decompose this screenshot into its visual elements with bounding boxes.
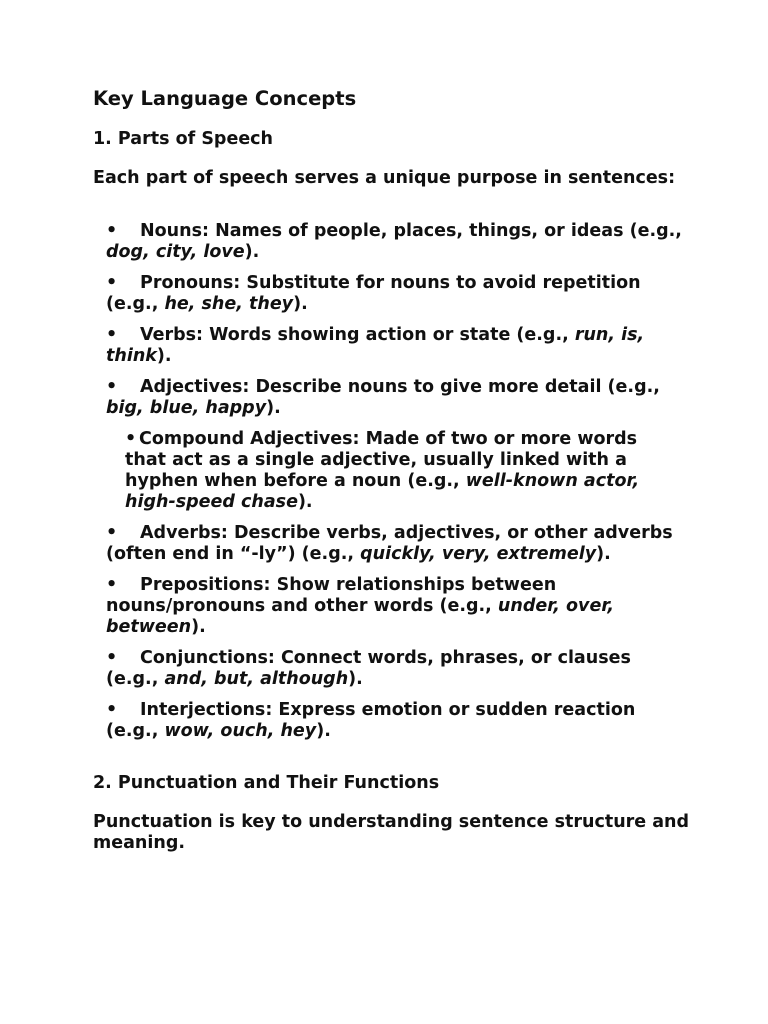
item-close: ). <box>266 398 281 418</box>
section-heading-parts-of-speech: 1. Parts of Speech <box>93 129 274 149</box>
item-examples: under, over, between <box>106 596 615 637</box>
bullet-glyph: • <box>125 429 137 449</box>
item-text: Interjections: Express emotion or sudden reaction (e.g., <box>106 700 636 741</box>
item-close: ). <box>316 721 331 741</box>
item-text: Prepositions: Show relationships between nouns/pronouns and other words (e.g., <box>106 575 557 616</box>
section-intro-parts-of-speech: Each part of speech serves a unique purpose in sentences: <box>93 168 676 188</box>
bullet-glyph: • <box>106 648 118 668</box>
item-close: ). <box>596 544 611 564</box>
item-close: ). <box>293 294 308 314</box>
list-item-nouns <box>106 221 686 263</box>
item-text: Adverbs: Describe verbs, adjectives, or other adverbs (often end in “-ly”) (e.g., <box>106 523 673 564</box>
item-examples: wow, ouch, hey <box>164 721 317 741</box>
bullet-glyph: • <box>106 700 118 720</box>
item-text: Adjectives: Describe nouns to give more detail (e.g., <box>140 377 660 397</box>
list-item-adverbs <box>106 523 686 565</box>
item-examples: dog, city, love <box>106 242 245 262</box>
item-examples: well-known actor, high-speed chase <box>125 471 640 512</box>
list-item-verbs <box>106 325 686 367</box>
item-text: Nouns: Names of people, places, things, or ideas (e.g., <box>140 221 682 241</box>
section-heading-punctuation: 2. Punctuation and Their Functions <box>93 773 440 793</box>
bullet-glyph: • <box>106 325 118 345</box>
item-close: ). <box>348 669 363 689</box>
list-item-conjunctions <box>106 648 686 690</box>
item-examples: big, blue, happy <box>106 398 267 418</box>
list-item-prepositions <box>106 575 686 638</box>
list-item-pronouns <box>106 273 686 315</box>
parts-of-speech-list <box>93 221 693 742</box>
bullet-glyph: • <box>106 377 118 397</box>
bullet-glyph: • <box>106 523 118 543</box>
item-examples: run, is, think <box>106 325 645 366</box>
section-intro-punctuation: Punctuation is key to understanding sentence structure and meaning. <box>93 812 690 853</box>
list-item-compound-adjectives <box>125 429 683 513</box>
item-examples: quickly, very, extremely <box>360 544 597 564</box>
document-page <box>93 86 693 854</box>
item-examples: he, she, they <box>164 294 294 314</box>
item-close: ). <box>191 617 206 637</box>
list-item-interjections <box>106 700 686 742</box>
bullet-glyph: • <box>106 575 118 595</box>
item-close: ). <box>297 492 313 512</box>
bullet-glyph: • <box>106 273 118 293</box>
bullet-glyph: • <box>106 221 118 241</box>
item-text: Conjunctions: Connect words, phrases, or clauses (e.g., <box>106 648 631 689</box>
item-text: Verbs: Words showing action or state (e.g., <box>140 325 575 345</box>
item-close: ). <box>156 346 172 366</box>
item-close: ). <box>244 242 260 262</box>
document-title: Key Language Concepts <box>93 87 357 110</box>
item-text: Compound Adjectives: Made of two or more words that act as a single adjective, usually linked with a hyphen when before a noun (e.g., <box>125 429 638 491</box>
item-text: Pronouns: Substitute for nouns to avoid repetition (e.g., <box>106 273 641 314</box>
item-examples: and, but, although <box>164 669 349 689</box>
list-item-adjectives <box>106 377 686 419</box>
